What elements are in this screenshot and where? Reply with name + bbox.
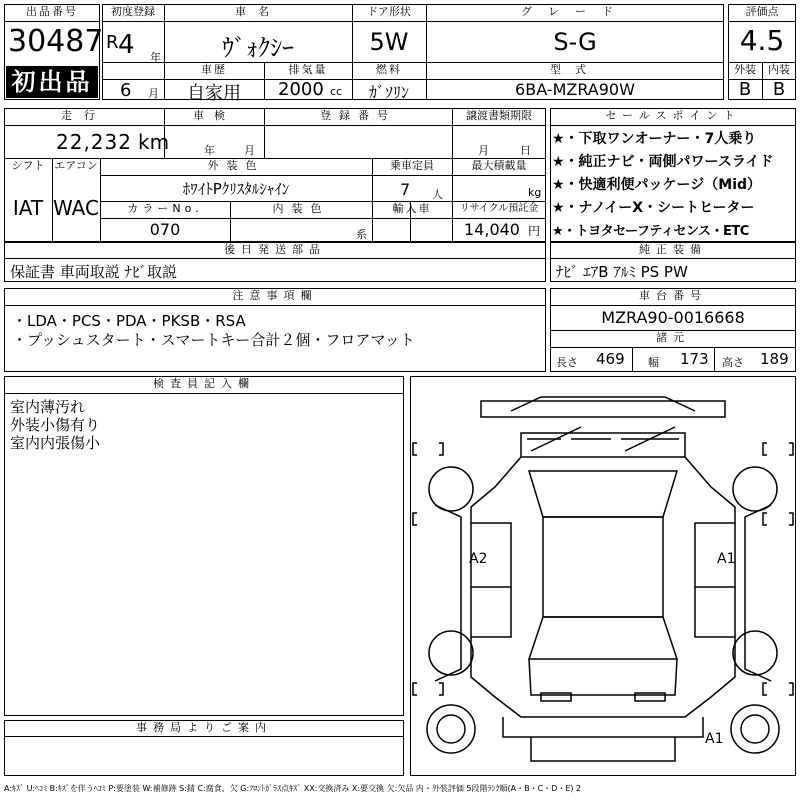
- lot-number: 30487: [8, 24, 104, 59]
- office-label: 事務局よりご案内: [136, 721, 272, 734]
- fuel-label: 燃料: [376, 63, 402, 76]
- history-label: 車歴: [201, 63, 227, 76]
- sales-point-1: ★・下取ワンオーナー・7人乗り: [552, 131, 757, 147]
- recycle-label: リサイクル預託金: [459, 203, 539, 214]
- first-reg-label: 初度登録: [111, 5, 155, 18]
- inspector-note-3: 室内内張傷小: [10, 434, 101, 452]
- sales-point-2: ★・純正ナビ・両側パワースライド: [552, 154, 774, 170]
- fuel: ｶﾞｿﾘﾝ: [368, 83, 409, 102]
- chassis-label: 車台番号: [639, 289, 707, 302]
- ext-color: ﾎﾜｲﾄPｸﾘｽﾀﾙｼｬｲﾝ: [182, 180, 290, 198]
- lot-number-label: 出品番号: [26, 5, 78, 18]
- mileage-unit: km: [138, 130, 170, 154]
- car-diagram-svg: [411, 377, 795, 775]
- legend: A:ｷｽﾞ U:ﾍｺﾐ B:ｷｽﾞを伴うﾍｺﾐ P:要塗装 W:補修跡 S:錆 C:腐食、欠 G:ﾌﾛﾝﾄｶﾞﾗｽ点ｷｽﾞ XX:交換済み X:要交換 欠:欠品 内・外装評価 5段階ﾗﾝｸ順(A・B・C・D・E) 2: [4, 784, 582, 793]
- interior-grade: B: [772, 79, 786, 100]
- kg-unit: kg: [528, 186, 542, 199]
- month-unit: 月: [148, 87, 159, 100]
- interior-label: 内装: [768, 63, 790, 76]
- height: 189: [760, 350, 789, 368]
- inspection-label: 車検: [193, 109, 235, 122]
- color-no: 070: [149, 220, 181, 239]
- genuine-label: 純正装備: [639, 243, 707, 256]
- notes-label: 注意事項欄: [232, 289, 318, 302]
- reg-month: 6: [120, 80, 132, 101]
- score-label: 評価点: [745, 5, 779, 18]
- height-label: 高さ: [722, 356, 744, 369]
- inspector-label: 検査員記入欄: [153, 377, 255, 390]
- dimensions-label: 諸元: [656, 331, 690, 344]
- reg-year: 4: [118, 30, 135, 60]
- genuine-items: ﾅﾋﾞ ｴｱB ｱﾙﾐ PS PW: [556, 263, 688, 281]
- ext-color-label: 外装色: [207, 159, 265, 172]
- ship-later-label: 後日発送部品: [224, 243, 326, 256]
- capacity-label: 乗車定員: [390, 159, 434, 172]
- recycle-unit: 円: [528, 224, 541, 238]
- first-listing-badge: 初出品: [6, 66, 98, 98]
- exterior-label: 外装: [734, 63, 756, 76]
- shift-label: シフト: [11, 159, 45, 172]
- aircon-label: エアコン: [54, 159, 98, 172]
- car-name-label: 車名: [235, 5, 281, 18]
- door-type: 5W: [369, 28, 409, 56]
- diagram-mark-right: A1: [717, 551, 736, 567]
- transfer-doc-label: 譲渡書類期限: [466, 109, 532, 122]
- grade-label: グレード: [521, 5, 629, 18]
- inspection-month-unit: 月: [244, 144, 255, 157]
- cc-unit: cc: [330, 85, 343, 98]
- kei-unit: 系: [356, 228, 367, 241]
- width: 173: [680, 350, 709, 368]
- sales-point-5: ★・トヨタセーフティセンス・ETC: [552, 224, 749, 239]
- ship-later-items: 保証書 車両取説 ﾅﾋﾞ取説: [10, 263, 178, 281]
- reg-no-label: 登録番号: [320, 109, 396, 122]
- width-label: 幅: [648, 356, 659, 369]
- length: 469: [596, 350, 625, 368]
- sales-points-label: セールスポイント: [605, 109, 741, 122]
- score: 4.5: [739, 24, 785, 57]
- note-1: ・LDA・PCS・PDA・PKSB・RSA: [12, 312, 246, 330]
- era: R: [106, 32, 119, 53]
- aircon: WAC: [53, 196, 99, 220]
- car-name: ｳﾞｫｸｼｰ: [222, 34, 294, 62]
- displacement: 2000: [278, 79, 324, 100]
- shift: IAT: [12, 196, 44, 220]
- grade: S-G: [553, 28, 597, 56]
- transfer-day-unit: 日: [520, 144, 531, 157]
- inspector-note-1: 室内薄汚れ: [10, 398, 86, 416]
- chassis-no: MZRA90-0016668: [601, 308, 745, 327]
- max-load-label: 最大積載量: [471, 159, 527, 172]
- exterior-grade: B: [738, 79, 752, 100]
- length-label: 長さ: [556, 356, 578, 369]
- persons-unit: 人: [432, 188, 443, 201]
- mileage: 22,232: [56, 130, 132, 154]
- inspection-year-unit: 年: [204, 144, 215, 157]
- model-code-label: 型式: [550, 63, 600, 76]
- transfer-month-unit: 月: [478, 144, 489, 157]
- door-label: ドア形状: [367, 5, 411, 18]
- history: 自家用: [187, 83, 241, 104]
- displacement-label: 排気量: [288, 63, 328, 76]
- sales-point-4: ★・ナノイーX・シートヒーター: [552, 200, 755, 216]
- int-color-label: 内装色: [272, 202, 330, 215]
- diagram-mark-left: A2: [469, 551, 488, 567]
- inspector-note-2: 外装小傷有り: [10, 416, 101, 434]
- car-diagram: [410, 376, 796, 776]
- note-2: ・プッシュスタート・スマートキー合計２個・フロアマット: [12, 331, 415, 349]
- color-no-label: カラーNo.: [127, 202, 203, 215]
- capacity: 7: [400, 180, 411, 199]
- mileage-label: 走行: [61, 109, 107, 122]
- model-code: 6BA-MZRA90W: [515, 80, 635, 99]
- sales-point-3: ★・快適利便パッケージ（Mid）: [552, 177, 762, 193]
- import-label: 輸入車: [392, 202, 432, 215]
- diagram-mark-bottom: A1: [705, 731, 724, 747]
- recycle-fee: 14,040: [464, 220, 520, 239]
